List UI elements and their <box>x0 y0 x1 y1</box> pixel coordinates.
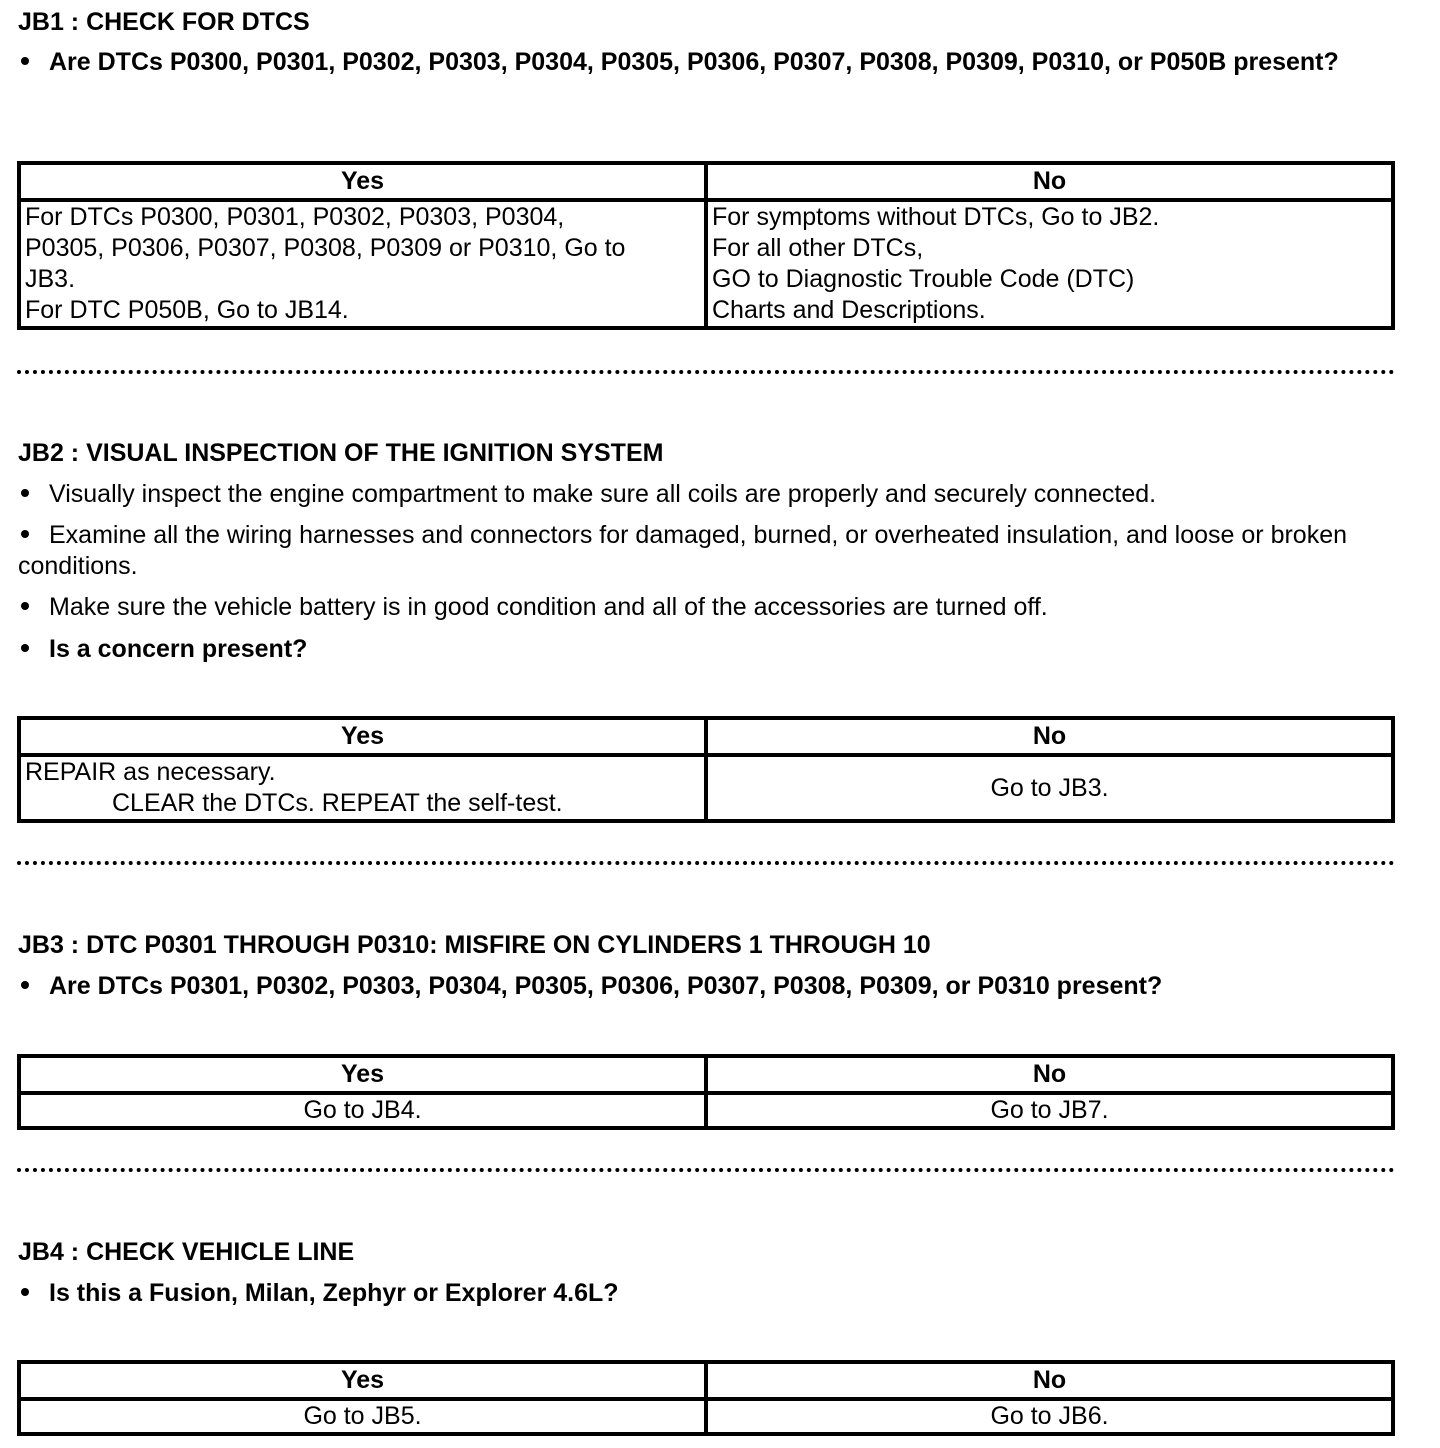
bullet-icon <box>21 602 29 610</box>
bullet-icon <box>21 489 29 497</box>
no-header: No <box>706 718 1393 755</box>
jb4-heading: JB4 : CHECK VEHICLE LINE <box>18 1238 355 1266</box>
cell-line: REPAIR as necessary. <box>25 758 276 786</box>
jb1-yes-cell <box>19 200 706 328</box>
cell-line: GO to Diagnostic Trouble Code (DTC) <box>712 265 1135 293</box>
jb2-answer-table <box>17 716 1395 823</box>
bullet-icon <box>21 981 29 989</box>
yes-header: Yes <box>19 163 706 200</box>
jb2-bullet-2: Examine all the wiring harnesses and connectors for damaged, burned, or overheated insulation, and loose or broken conditions. <box>18 521 1348 580</box>
cell-line: For all other DTCs, <box>712 234 924 262</box>
section-divider <box>17 861 1395 865</box>
jb1-question: Are DTCs P0300, P0301, P0302, P0303, P0304, P0305, P0306, P0307, P0308, P0309, P0310, or P050B present? <box>18 47 1398 78</box>
jb3-answer-table <box>17 1054 1395 1130</box>
bullet-icon <box>21 644 29 652</box>
jb4-no-cell: Go to JB6. <box>706 1399 1393 1434</box>
jb1-heading: JB1 : CHECK FOR DTCS <box>18 8 310 36</box>
no-header: No <box>706 1362 1393 1399</box>
jb2-yes-cell <box>19 755 706 821</box>
jb2-no-cell: Go to JB3. <box>706 755 1393 821</box>
bullet-icon <box>21 530 29 538</box>
jb2-heading: JB2 : VISUAL INSPECTION OF THE IGNITION SYSTEM <box>18 439 664 467</box>
cell-line: P0305, P0306, P0307, P0308, P0309 or P0310, Go to <box>25 234 626 262</box>
no-header: No <box>706 1056 1393 1093</box>
cell-line: CLEAR the DTCs. REPEAT the self-test. <box>112 789 563 817</box>
cell-line: Charts and Descriptions. <box>712 296 986 324</box>
jb2-bullet-3: Make sure the vehicle battery is in good condition and all of the accessories are turned off. <box>18 592 1398 623</box>
jb2-question: Is a concern present? <box>18 634 1398 665</box>
bullet-icon <box>21 57 29 65</box>
cell-line: JB3. <box>25 265 76 293</box>
cell-line: For symptoms without DTCs, Go to JB2. <box>712 203 1160 231</box>
yes-header: Yes <box>19 1056 706 1093</box>
jb3-heading: JB3 : DTC P0301 THROUGH P0310: MISFIRE ON CYLINDERS 1 THROUGH 10 <box>18 931 931 959</box>
jb4-answer-table <box>17 1360 1395 1436</box>
bullet-icon <box>21 1288 29 1296</box>
cell-line: For DTC P050B, Go to JB14. <box>25 296 349 324</box>
yes-header: Yes <box>19 1362 706 1399</box>
jb3-no-cell: Go to JB7. <box>706 1093 1393 1128</box>
jb3-question: Are DTCs P0301, P0302, P0303, P0304, P0305, P0306, P0307, P0308, P0309, or P0310 present? <box>18 971 1398 1002</box>
yes-header: Yes <box>19 718 706 755</box>
jb1-answer-table <box>17 161 1395 330</box>
section-divider <box>17 370 1395 374</box>
no-header: No <box>706 163 1393 200</box>
jb1-no-cell <box>706 200 1393 328</box>
jb2-bullet-1: Visually inspect the engine compartment to make sure all coils are properly and securely connected. <box>18 479 1398 510</box>
cell-line: For DTCs P0300, P0301, P0302, P0303, P0304, <box>25 203 565 231</box>
section-divider <box>17 1168 1395 1172</box>
jb3-yes-cell: Go to JB4. <box>19 1093 706 1128</box>
jb4-question: Is this a Fusion, Milan, Zephyr or Explorer 4.6L? <box>18 1278 1398 1309</box>
jb4-yes-cell: Go to JB5. <box>19 1399 706 1434</box>
